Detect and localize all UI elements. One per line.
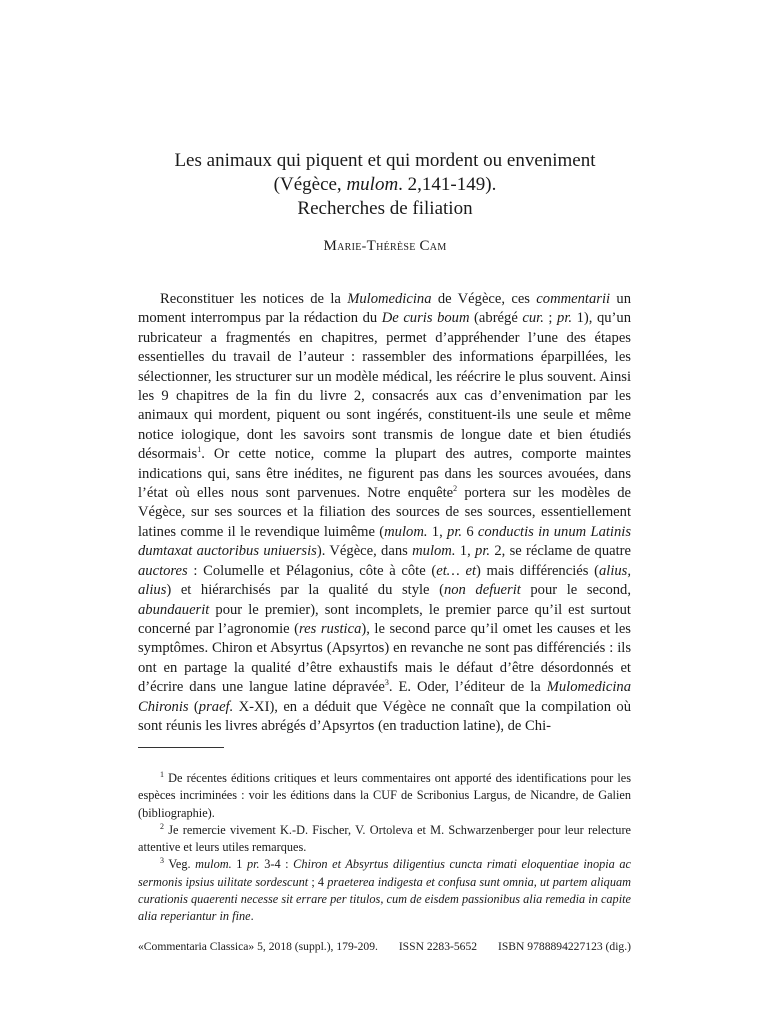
author-name: Marie-Thérèse Cam [323, 238, 447, 254]
isbn: ISBN 9788894227123 (dig.) [497, 940, 631, 953]
body-paragraph: Reconstituer les notices de la Mulomedicina de Végèce, ces commentarii un moment interrompus par la rédaction du De curis boum (abrégé cur. ; pr. 1), qu’un rubricateur a fragmentés en chapitres, permet d’appréhender l’une des étapes essentielles du travail de l’auteur : rassembler des informations éparpillées, les sélectionner, les structurer sur un modèle médical, les réécrire le plus souvent. Ainsi les 9 chapitres de la fin du livre 2, consacrés aux cas d’envenimation par les animaux qui mordent, piquent ou sont ingérés, constituent-ils une seule et même notice iologique, dont les savoirs sont transmis de longue date et bien étudiés désormais$^1$. Or cette notice, comme la plupart des autres, comporte maintes indications qui, sans être inédites, ne figurent pas dans les sources avouées, dans l’état où elles nous sont parvenues. Notre enquête$^2$ portera sur les modèles de Végèce, sur ses sources et la filiation des sources de ses sources, essentiellement latines comme il le revendique luimême (mulom. 1, pr. 6 conductis in unum Latinis dumtaxat auctoribus uniuersis). Végèce, dans mulom. 1, pr. 2, se réclame de quatre auctores : Columelle et Pélagonius, côte à côte (et… et) mais différenciés (alius, alius) et hiérarchisés par la qualité du style (non defuerit pour le second, abundauerit pour le premier), sont incomplets, le premier parce qu’il est surtout concerné par l’agronomie (res rustica), le second parce qu’il omet les causes et les symptômes. Chiron et Absyrtus (Apsyrtos) en revanche ne sont pas différenciés : ils ont en partage la qualité d’être exhaustifs mais le défaut d’être désordonnés et d’écrire dans une langue latine dépravée$^3$. E. Oder, l’éditeur de la Mulomedicina Chironis (praef. X-XI), en a déduit que Végèce ne connaît que la compilation où sont réunis les livres abrégés d’Apsyrtos (en traduction latine), de Chi- [138, 291, 632, 734]
footnote-3: $^3$ Veg. mulom. 1 pr. 3-4 : Chiron et Absyrtus diligentius cuncta rimati eloquentiae inopia ac sermonis ipsius uilitate sordescunt ; 4 praeterea indigesta et confusa sunt omnia, ut partem aliquam curationis quaerenti necesse sit errare per titulos, cum de eisdem passionibus alia remedia in capite alia reperiantur in fine. [138, 856, 632, 924]
issn: ISSN 2283-5652 [398, 940, 478, 953]
footnote-ref-2[interactable]: 2 [453, 484, 458, 494]
title-line-3: Recherches de filiation [297, 198, 473, 219]
article-title [0, 149, 770, 221]
footnote-ref-1[interactable]: 1 [197, 445, 202, 455]
footnote-2: $^2$ Je remercie vivement K.-D. Fischer, V. Ortoleva et M. Schwarzenberger pour leur relecture attentive et leurs utiles remarques. [138, 821, 631, 855]
journal-citation: «Commentaria Classica» 5, 2018 (suppl.), 179-209. [138, 940, 378, 953]
page-footer [138, 940, 631, 953]
footnote-separator [138, 747, 224, 748]
title-line-1: Les animaux qui piquent et qui mordent ou enveniment [174, 150, 596, 171]
footnote-ref-3[interactable]: 3 [384, 678, 389, 688]
title-line-2: (Végèce, mulom. 2,141-149). [273, 174, 497, 195]
body-text [138, 290, 631, 736]
footnote-1: $^1$ De récentes éditions critiques et leurs commentaires ont apporté des identifications pour les espèces incriminées : voir les éditions dans la CUF de Scribonius Largus, de Nicandre, de Galien (bibliographie). [138, 769, 631, 820]
footnotes [138, 770, 631, 926]
